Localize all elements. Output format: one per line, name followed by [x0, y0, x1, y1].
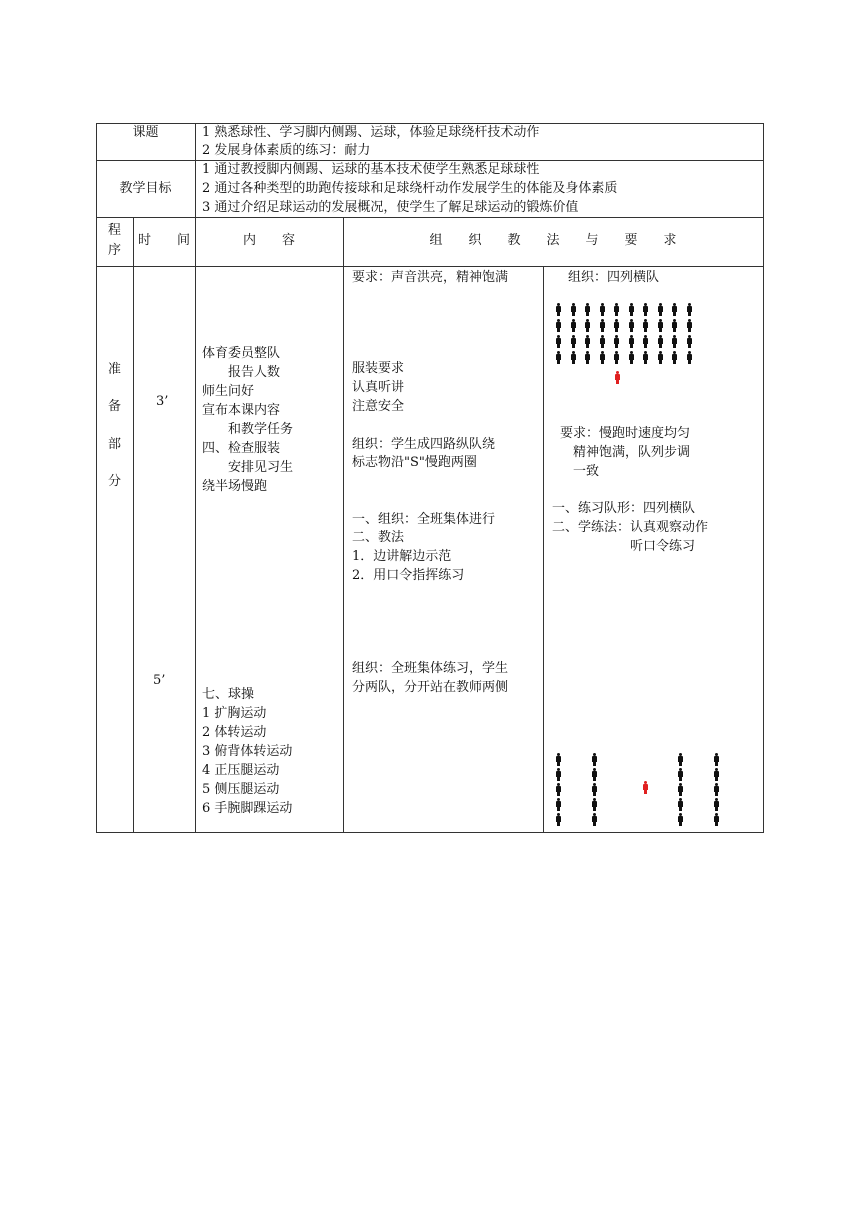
student-figure-icon [585, 303, 590, 316]
student-figure-icon [556, 768, 561, 781]
teaching-goal-line: 1 通过教授脚内侧踢、运球的基本技术使学生熟悉足球球性 [202, 162, 540, 177]
student-figure-icon [600, 319, 605, 332]
column-divider [195, 217, 196, 833]
content-line: 七、球操 [202, 687, 255, 702]
student-figure-icon [658, 319, 663, 332]
content-line: 5 侧压腿运动 [202, 782, 280, 797]
student-figure-icon [629, 351, 634, 364]
content-line: 和教学任务 [202, 422, 294, 437]
student-figure-icon [556, 753, 561, 766]
method-line: 二、教法 [352, 530, 405, 545]
method-line: 分两队，分开站在教师两侧 [352, 680, 509, 695]
header-method: 组 织 教 法 与 要 求 [429, 233, 677, 248]
lesson-topic-label: 课题 [132, 125, 159, 140]
student-figure-icon [592, 783, 597, 796]
student-figure-icon [714, 798, 719, 811]
student-figure-icon [592, 753, 597, 766]
student-figure-icon [571, 303, 576, 316]
teaching-goal-line: 3 通过介绍足球运动的发展概况，使学生了解足球运动的锻炼价值 [202, 200, 579, 215]
student-figure-icon [687, 303, 692, 316]
student-figure-icon [556, 351, 561, 364]
student-figure-icon [678, 798, 683, 811]
practice-line: 二、学练法：认真观察动作 [552, 520, 709, 535]
content-line: 绕半场慢跑 [202, 479, 268, 494]
column-divider [543, 266, 544, 833]
student-figure-icon [571, 351, 576, 364]
student-figure-icon [643, 351, 648, 364]
student-figure-icon [556, 813, 561, 826]
content-line: 1 扩胸运动 [202, 706, 267, 721]
section-char: 部 [107, 437, 121, 452]
student-figure-icon [592, 768, 597, 781]
method-line: 1．边讲解边示范 [352, 549, 452, 564]
lesson-plan-table [96, 123, 764, 833]
section-char: 备 [107, 399, 121, 414]
student-figure-icon [714, 813, 719, 826]
lesson-topic-line: 2 发展身体素质的练习：耐力 [202, 143, 371, 158]
student-figure-icon [614, 319, 619, 332]
student-figure-icon [571, 319, 576, 332]
teaching-goals-label: 教学目标 [119, 181, 172, 196]
student-figure-icon [672, 319, 677, 332]
student-figure-icon [643, 303, 648, 316]
student-figure-icon [556, 798, 561, 811]
student-figure-icon [571, 335, 576, 348]
content-line: 3 俯背体转运动 [202, 744, 293, 759]
lesson-topic-line: 1 熟悉球性、学习脚内侧踢、运球，体验足球绕杆技术动作 [202, 125, 540, 140]
student-figure-icon [600, 351, 605, 364]
student-figure-icon [678, 753, 683, 766]
student-figure-icon [629, 319, 634, 332]
teacher-figure-icon [643, 781, 648, 794]
student-figure-icon [643, 335, 648, 348]
student-figure-icon [714, 768, 719, 781]
student-figure-icon [658, 335, 663, 348]
method-line: 组织：学生成四路纵队绕 [352, 437, 496, 452]
student-figure-icon [687, 319, 692, 332]
content-line: 师生问好 [202, 384, 255, 399]
student-figure-icon [687, 335, 692, 348]
header-content: 内 容 [242, 233, 295, 248]
requirement-line: 要求：慢跑时速度均匀 [560, 426, 691, 441]
student-figure-icon [592, 813, 597, 826]
method-line: 认真听讲 [352, 380, 405, 395]
student-figure-icon [600, 335, 605, 348]
student-figure-icon [556, 319, 561, 332]
header-procedure: 程 [107, 223, 121, 238]
content-line: 2 体转运动 [202, 725, 267, 740]
student-figure-icon [614, 335, 619, 348]
student-figure-icon [556, 783, 561, 796]
student-figure-icon [714, 753, 719, 766]
student-figure-icon [678, 768, 683, 781]
method-line: 注意安全 [352, 399, 405, 414]
content-line: 宣布本课内容 [202, 403, 281, 418]
section-char: 准 [107, 362, 121, 377]
student-figure-icon [614, 351, 619, 364]
table-border-bottom [96, 832, 764, 833]
requirement-line: 精神饱满，队列步调 [560, 445, 691, 460]
student-figure-icon [678, 813, 683, 826]
student-figure-icon [714, 783, 719, 796]
header-time: 时 间 [137, 233, 190, 248]
method-line: 要求：声音洪亮，精神饱满 [352, 270, 509, 285]
section-char: 分 [107, 474, 121, 489]
column-divider [133, 217, 134, 833]
student-figure-icon [678, 783, 683, 796]
student-figure-icon [629, 303, 634, 316]
practice-line: 一、练习队形：四列横队 [552, 501, 696, 516]
method-line: 一、组织：全班集体进行 [352, 512, 496, 527]
diagram-title: 组织：四列横队 [568, 270, 660, 285]
method-line: 组织：全班集体练习，学生 [352, 661, 509, 676]
content-line: 四、检查服装 [202, 441, 281, 456]
method-line: 服装要求 [352, 361, 405, 376]
content-line: 4 正压腿运动 [202, 763, 280, 778]
student-figure-icon [600, 303, 605, 316]
content-line: 体育委员整队 [202, 346, 281, 361]
student-figure-icon [585, 335, 590, 348]
student-figure-icon [556, 335, 561, 348]
method-line: 标志物沿"S"慢跑两圈 [352, 455, 477, 470]
student-figure-icon [585, 351, 590, 364]
student-figure-icon [672, 351, 677, 364]
student-figure-icon [585, 319, 590, 332]
time-value: 3’ [156, 394, 169, 409]
student-figure-icon [672, 335, 677, 348]
requirement-line: 一致 [560, 464, 600, 479]
content-line: 报告人数 [202, 365, 281, 380]
method-line: 2．用口令指挥练习 [352, 568, 465, 583]
header-procedure: 序 [107, 243, 121, 258]
student-figure-icon [556, 303, 561, 316]
student-figure-icon [614, 303, 619, 316]
practice-line: 听口令练习 [552, 539, 696, 554]
row-divider [96, 266, 764, 267]
student-figure-icon [643, 319, 648, 332]
student-figure-icon [672, 303, 677, 316]
table-border-right [763, 123, 764, 833]
student-figure-icon [629, 335, 634, 348]
student-figure-icon [658, 351, 663, 364]
content-line: 安排见习生 [202, 460, 294, 475]
student-figure-icon [658, 303, 663, 316]
content-line: 6 手腕脚踝运动 [202, 801, 293, 816]
time-value: 5’ [153, 673, 166, 688]
teaching-goal-line: 2 通过各种类型的助跑传接球和足球绕杆动作发展学生的体能及身体素质 [202, 181, 618, 196]
student-figure-icon [687, 351, 692, 364]
column-divider [343, 217, 344, 833]
teacher-figure-icon [615, 371, 620, 384]
student-figure-icon [592, 798, 597, 811]
